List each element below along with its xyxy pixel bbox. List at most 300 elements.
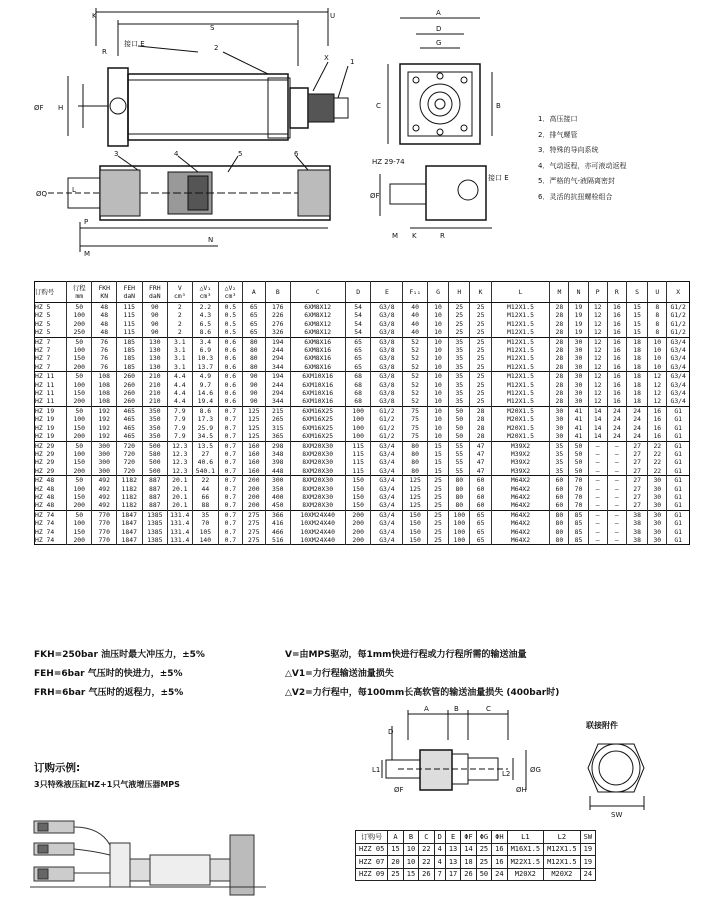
table-cell: HZ 48 bbox=[35, 476, 67, 485]
table-cell: 35 bbox=[449, 381, 470, 389]
column-header: L1 bbox=[507, 831, 544, 844]
table-cell: 18 bbox=[626, 381, 647, 389]
table-cell: 35 bbox=[550, 458, 569, 466]
table-row bbox=[35, 458, 690, 466]
table-cell: 16 bbox=[648, 432, 667, 441]
column-header: A bbox=[388, 831, 403, 844]
table-cell: 215 bbox=[266, 406, 290, 415]
table-cell: G1/2 bbox=[667, 328, 690, 337]
table-cell: G1 bbox=[667, 406, 690, 415]
table-cell: 3.4 bbox=[192, 337, 219, 346]
table-cell: 6XM8X12 bbox=[290, 311, 345, 319]
table-cell: 200 bbox=[66, 501, 92, 510]
table-cell: 192 bbox=[92, 406, 116, 415]
table-cell: G1/2 bbox=[371, 432, 403, 441]
table-cell: 294 bbox=[266, 354, 290, 362]
table-cell: 20.1 bbox=[168, 501, 192, 510]
table-cell: 0.7 bbox=[219, 528, 242, 536]
column-header: S bbox=[626, 282, 647, 303]
table-row bbox=[35, 372, 690, 381]
table-cell: 30 bbox=[569, 363, 588, 372]
column-header: SW bbox=[580, 831, 595, 844]
table-cell: M64X2 bbox=[491, 519, 550, 527]
table-cell: G1 bbox=[667, 432, 690, 441]
table-cell: 35 bbox=[550, 467, 569, 476]
table-cell: 30 bbox=[648, 493, 667, 501]
table-cell: 7.9 bbox=[168, 424, 192, 432]
table-cell: 35 bbox=[449, 346, 470, 354]
table-cell: 24 bbox=[626, 424, 647, 432]
table-cell: 40 bbox=[403, 328, 427, 337]
table-cell: 1847 bbox=[116, 510, 142, 519]
table-cell: 350 bbox=[142, 432, 168, 441]
table-cell: 3.1 bbox=[168, 346, 192, 354]
table-cell: HZ 11 bbox=[35, 397, 55, 406]
table-cell: 131.4 bbox=[168, 528, 192, 536]
table-cell: 0.7 bbox=[219, 406, 242, 415]
table-cell: 24 bbox=[607, 415, 626, 423]
table-cell: 12 bbox=[588, 346, 607, 354]
table-cell: 12 bbox=[588, 303, 607, 312]
table-cell: 48 bbox=[92, 328, 116, 337]
table-cell: 150 bbox=[66, 424, 92, 432]
table-cell: 70 bbox=[569, 485, 588, 493]
table-cell: 28 bbox=[550, 354, 569, 362]
table-cell: 450 bbox=[266, 501, 290, 510]
table-cell: 17 bbox=[445, 868, 460, 881]
table-cell: 300 bbox=[92, 450, 116, 458]
table-cell: 24 bbox=[607, 432, 626, 441]
table-cell: 54 bbox=[345, 311, 371, 319]
table-cell: 192 bbox=[92, 424, 116, 432]
table-cell: 35 bbox=[550, 441, 569, 450]
dim-s: S bbox=[210, 24, 215, 32]
table-cell: 14 bbox=[588, 424, 607, 432]
table-cell: 100 bbox=[66, 485, 92, 493]
table-cell: 10XM24X40 bbox=[290, 528, 345, 536]
p-label: P bbox=[84, 218, 89, 226]
table-cell: 76 bbox=[92, 337, 116, 346]
table-cell: 66 bbox=[192, 493, 219, 501]
table-cell: 0.7 bbox=[219, 415, 242, 423]
table-cell: 6XM10X16 bbox=[290, 381, 345, 389]
table-cell: 20.1 bbox=[168, 476, 192, 485]
table-cell: 14 bbox=[588, 432, 607, 441]
dim-u: U bbox=[330, 12, 336, 20]
table-cell: 41 bbox=[569, 415, 588, 423]
table-cell: 108 bbox=[92, 397, 116, 406]
table-cell: 16 bbox=[607, 346, 626, 354]
table-cell: 10 bbox=[427, 397, 448, 406]
table-cell: G1 bbox=[667, 458, 690, 466]
table-cell: 50 bbox=[66, 476, 92, 485]
column-header: FRH daN bbox=[142, 282, 168, 303]
table-cell: G3/4 bbox=[371, 441, 403, 450]
table-cell: 16 bbox=[607, 303, 626, 312]
fitting-drawing bbox=[368, 700, 668, 820]
table-cell: 16 bbox=[492, 843, 507, 856]
table-cell: 200 bbox=[66, 363, 92, 372]
table-cell: M12X1.5 bbox=[491, 381, 550, 389]
table-cell: HZ 7 bbox=[35, 362, 51, 371]
table-cell: 6XM16X25 bbox=[290, 406, 345, 415]
table-cell: 130 bbox=[142, 346, 168, 354]
table-cell: 0.6 bbox=[219, 354, 242, 362]
table-cell: 0.7 bbox=[219, 519, 242, 527]
table-cell: 55 bbox=[449, 441, 470, 450]
table-cell: 40 bbox=[403, 311, 427, 319]
table-cell: 6XM10X16 bbox=[290, 397, 345, 406]
table-cell: 13 bbox=[445, 856, 460, 869]
table-cell: M20X2 bbox=[544, 868, 581, 881]
table-cell: 0.7 bbox=[219, 458, 242, 466]
dim-k: K bbox=[92, 12, 97, 20]
table-cell: 68 bbox=[345, 397, 371, 406]
table-cell: 6XM8X16 bbox=[290, 337, 345, 346]
table-cell: 105 bbox=[192, 528, 219, 536]
table-cell: 130 bbox=[142, 354, 168, 362]
table-cell: 1385 bbox=[142, 528, 168, 536]
table-cell: 15 bbox=[626, 303, 647, 312]
table-cell: 80 bbox=[242, 354, 265, 362]
table-cell: 0.7 bbox=[219, 476, 242, 485]
table-cell: 14 bbox=[461, 843, 476, 856]
table-cell: 326 bbox=[266, 328, 290, 337]
table-cell: 25 bbox=[470, 354, 491, 362]
table-cell: 27 bbox=[626, 501, 647, 510]
note-fkh: FKH=250bar 油压时最大冲压力，±5% bbox=[34, 650, 205, 660]
table-cell: 131.4 bbox=[168, 536, 192, 545]
table-cell: 50 bbox=[449, 415, 470, 423]
table-cell: 52 bbox=[403, 372, 427, 381]
column-header: N bbox=[569, 282, 588, 303]
table-cell: 125 bbox=[403, 493, 427, 501]
column-header: D bbox=[345, 282, 371, 303]
table-cell: 125 bbox=[403, 476, 427, 485]
table-cell: 115 bbox=[116, 311, 142, 319]
table-cell: 30 bbox=[569, 389, 588, 397]
table-cell: M20X2 bbox=[507, 868, 544, 881]
column-header: M bbox=[550, 282, 569, 303]
table-cell: M12X1.5 bbox=[491, 363, 550, 372]
table-cell: 70 bbox=[569, 501, 588, 510]
table-cell: 0.7 bbox=[219, 450, 242, 458]
table-cell: 19 bbox=[569, 311, 588, 319]
fit-l2: L2 bbox=[502, 770, 511, 778]
table-cell: 25 bbox=[476, 856, 491, 869]
table-cell: 8XM20X30 bbox=[290, 476, 345, 485]
table-row bbox=[356, 843, 596, 856]
table-cell: 65 bbox=[345, 346, 371, 354]
table-cell: 8XM20X30 bbox=[290, 501, 345, 510]
table-cell: 25 bbox=[427, 528, 448, 536]
table-cell: 80 bbox=[403, 458, 427, 466]
fitting-caption: 联接附件 bbox=[586, 721, 618, 730]
table-cell: 500 bbox=[142, 441, 168, 450]
table-cell: 19 bbox=[569, 303, 588, 312]
table-cell: 244 bbox=[266, 346, 290, 354]
table-cell: HZ 5 bbox=[35, 319, 51, 328]
table-cell: — bbox=[607, 510, 626, 519]
table-cell: 80 bbox=[550, 510, 569, 519]
table-cell: G3/8 bbox=[371, 303, 403, 312]
table-cell: M12X1.5 bbox=[491, 354, 550, 362]
table-cell: 30 bbox=[550, 406, 569, 415]
table-cell: 10 bbox=[427, 415, 448, 423]
column-header: L bbox=[491, 282, 550, 303]
table-cell: 30 bbox=[569, 337, 588, 346]
table-cell: 22 bbox=[648, 467, 667, 476]
table-cell: 24 bbox=[607, 424, 626, 432]
table-cell: 35 bbox=[192, 510, 219, 519]
table-cell: 100 bbox=[449, 536, 470, 545]
table-cell: M20X1.5 bbox=[491, 432, 550, 441]
table-cell: 10.3 bbox=[192, 354, 219, 362]
table-cell: 130 bbox=[142, 337, 168, 346]
table-cell: 55 bbox=[449, 450, 470, 458]
fit-d: D bbox=[388, 728, 394, 736]
table-cell: 150 bbox=[66, 354, 92, 362]
table-cell: HZ 29 bbox=[35, 449, 55, 458]
table-cell: 48 bbox=[92, 320, 116, 328]
table-cell: HZ 7 bbox=[35, 346, 51, 355]
table-cell: 275 bbox=[242, 510, 265, 519]
table-cell: 12 bbox=[588, 328, 607, 337]
table-cell: 65 bbox=[470, 510, 491, 519]
table-cell: 13 bbox=[445, 843, 460, 856]
table-cell: 8XM20X30 bbox=[290, 493, 345, 501]
table-cell: G3/4 bbox=[667, 363, 690, 372]
table-cell: 12.3 bbox=[168, 450, 192, 458]
feature-item: 6．灵活的抗扭螺栓组合 bbox=[538, 192, 613, 201]
table-cell: 65 bbox=[470, 536, 491, 545]
table-row bbox=[35, 528, 690, 536]
table-cell: 50 bbox=[569, 467, 588, 476]
table-cell: 500 bbox=[142, 458, 168, 466]
table-cell: 12 bbox=[648, 372, 667, 381]
phi-q-label: ØQ bbox=[36, 190, 48, 198]
table-cell: HZ 5 bbox=[35, 328, 51, 337]
table-cell: 12 bbox=[648, 389, 667, 397]
table-cell: G3/4 bbox=[371, 485, 403, 493]
fit-a: A bbox=[424, 705, 429, 713]
table-cell: 100 bbox=[345, 424, 371, 432]
table-cell: 30 bbox=[569, 372, 588, 381]
table-cell: 1385 bbox=[142, 510, 168, 519]
table-cell: 60 bbox=[550, 501, 569, 510]
table-cell: 130 bbox=[142, 363, 168, 372]
table-cell: M20X1.5 bbox=[491, 406, 550, 415]
table-cell: 10 bbox=[427, 328, 448, 337]
table-cell: 35 bbox=[449, 389, 470, 397]
table-cell: G3/8 bbox=[371, 363, 403, 372]
table-cell: 35 bbox=[449, 372, 470, 381]
table-cell: 70 bbox=[569, 476, 588, 485]
table-cell: G1 bbox=[667, 485, 690, 493]
table-cell: 76 bbox=[92, 346, 116, 354]
notes-left bbox=[34, 646, 205, 703]
table-row bbox=[35, 381, 690, 389]
table-cell: 10 bbox=[427, 389, 448, 397]
table-cell: 28 bbox=[550, 389, 569, 397]
table-cell: G3/8 bbox=[371, 320, 403, 328]
note-frh: FRH=6bar 气压时的返程力，±5% bbox=[34, 688, 184, 698]
table-cell: 27 bbox=[626, 441, 647, 450]
table-cell: 10 bbox=[427, 424, 448, 432]
table-cell: 28 bbox=[550, 320, 569, 328]
table-cell: HZ 74 bbox=[35, 519, 55, 528]
table-cell: 52 bbox=[403, 381, 427, 389]
table-cell: G1 bbox=[667, 528, 690, 536]
leader-2: 2 bbox=[214, 44, 219, 52]
table-cell: 50 bbox=[66, 441, 92, 450]
table-cell: 16 bbox=[607, 320, 626, 328]
table-cell: 75 bbox=[403, 406, 427, 415]
table-cell: 100 bbox=[449, 510, 470, 519]
table-cell: 7.9 bbox=[168, 432, 192, 441]
table-cell: 52 bbox=[403, 337, 427, 346]
table-cell: M64X2 bbox=[491, 501, 550, 510]
table-cell: 350 bbox=[142, 415, 168, 423]
table-cell: G1 bbox=[667, 501, 690, 510]
table-cell: 100 bbox=[66, 415, 92, 423]
table-cell: 12 bbox=[588, 320, 607, 328]
table-cell: 25 bbox=[427, 510, 448, 519]
table-cell: 75 bbox=[403, 424, 427, 432]
table-cell: 1182 bbox=[116, 501, 142, 510]
table-cell: 47 bbox=[470, 467, 491, 476]
table-cell: — bbox=[588, 485, 607, 493]
table-cell: M12X1.5 bbox=[491, 303, 550, 312]
table-cell: 0.7 bbox=[219, 424, 242, 432]
table-cell: 35 bbox=[449, 337, 470, 346]
table-cell: 8XM20X30 bbox=[290, 441, 345, 450]
table-cell: 0.6 bbox=[219, 372, 242, 381]
table-cell: M12X1.5 bbox=[544, 856, 581, 869]
table-cell: 12.3 bbox=[168, 441, 192, 450]
table-cell: 200 bbox=[66, 432, 92, 441]
table-cell: 720 bbox=[116, 450, 142, 458]
table-cell: 200 bbox=[242, 485, 265, 493]
table-cell: G3/4 bbox=[667, 354, 690, 362]
column-header: X bbox=[667, 282, 690, 303]
table-cell: 27 bbox=[626, 485, 647, 493]
table-cell: 300 bbox=[266, 476, 290, 485]
leader-1: 1 bbox=[350, 58, 355, 66]
table-cell: 125 bbox=[242, 406, 265, 415]
table-cell: 68 bbox=[345, 381, 371, 389]
table-cell: 65 bbox=[345, 337, 371, 346]
table-cell: 12 bbox=[588, 389, 607, 397]
system-illustration bbox=[30, 815, 270, 899]
table-cell: 770 bbox=[92, 510, 116, 519]
table-row bbox=[35, 303, 690, 312]
table-cell: 65 bbox=[470, 528, 491, 536]
table-cell: G3/4 bbox=[371, 510, 403, 519]
table-cell: 18 bbox=[626, 354, 647, 362]
table-cell: 25 bbox=[427, 476, 448, 485]
table-cell: 27 bbox=[626, 467, 647, 476]
table-cell: 300 bbox=[92, 467, 116, 476]
mk-r-label: R bbox=[440, 232, 445, 240]
column-header: U bbox=[648, 282, 667, 303]
table-cell: 25 bbox=[470, 372, 491, 381]
table-cell: 28 bbox=[550, 311, 569, 319]
table-cell: 8XM20X30 bbox=[290, 467, 345, 476]
fit-b: B bbox=[454, 705, 459, 713]
table-cell: 8.6 bbox=[192, 406, 219, 415]
table-cell: G3/8 bbox=[371, 372, 403, 381]
table-cell: 0.5 bbox=[219, 311, 242, 319]
table-cell: M64X2 bbox=[491, 485, 550, 493]
table-cell: HZ 11 bbox=[35, 372, 67, 381]
table-cell: 244 bbox=[266, 381, 290, 389]
table-cell: — bbox=[588, 528, 607, 536]
table-cell: 70 bbox=[192, 519, 219, 527]
table-cell: 28 bbox=[470, 424, 491, 432]
table-cell: M20X1.5 bbox=[491, 415, 550, 423]
table-cell: 7 bbox=[434, 868, 445, 881]
table-cell: 10 bbox=[427, 354, 448, 362]
table-cell: 35 bbox=[449, 397, 470, 406]
column-header: P bbox=[588, 282, 607, 303]
table-cell: 85 bbox=[569, 536, 588, 545]
table-cell: G3/4 bbox=[371, 528, 403, 536]
table-cell: 1182 bbox=[116, 493, 142, 501]
table-cell: 88 bbox=[192, 501, 219, 510]
table-cell: 50 bbox=[569, 458, 588, 466]
table-row bbox=[35, 320, 690, 328]
table-cell: 125 bbox=[242, 432, 265, 441]
phi-f-label: ØF bbox=[34, 104, 44, 112]
table-cell: 30 bbox=[648, 510, 667, 519]
table-cell: 0.7 bbox=[219, 441, 242, 450]
column-header: FKH KN bbox=[92, 282, 116, 303]
table-cell: — bbox=[588, 467, 607, 476]
table-cell: HZ 48 bbox=[35, 492, 55, 501]
table-cell: M64X2 bbox=[491, 493, 550, 501]
column-header: FEH daN bbox=[116, 282, 142, 303]
table-cell: 65 bbox=[242, 311, 265, 319]
table-cell: 0.7 bbox=[219, 493, 242, 501]
table-cell: 4.9 bbox=[192, 372, 219, 381]
table-row bbox=[35, 363, 690, 372]
table-cell: 12 bbox=[588, 311, 607, 319]
table-cell: 17.3 bbox=[192, 415, 219, 423]
table-cell: 41 bbox=[569, 406, 588, 415]
table-cell: 76 bbox=[92, 363, 116, 372]
table-cell: 10 bbox=[427, 320, 448, 328]
table-cell: 0.5 bbox=[219, 320, 242, 328]
table-cell: 2 bbox=[168, 303, 192, 312]
table-cell: 260 bbox=[116, 397, 142, 406]
table-cell: 10 bbox=[648, 363, 667, 372]
table-cell: 416 bbox=[266, 519, 290, 527]
table-cell: G1/2 bbox=[667, 303, 690, 312]
table-cell: 887 bbox=[142, 485, 168, 493]
table-cell: 115 bbox=[116, 303, 142, 312]
table-cell: 14 bbox=[588, 406, 607, 415]
table-cell: 500 bbox=[142, 467, 168, 476]
table-cell: 25 bbox=[470, 363, 491, 372]
feature-item: 4．气动返程，亦可液动返程 bbox=[538, 161, 627, 170]
table-cell: M22X1.5 bbox=[507, 856, 544, 869]
table-cell: — bbox=[588, 493, 607, 501]
table-cell: — bbox=[588, 510, 607, 519]
table-cell: 150 bbox=[403, 536, 427, 545]
table-cell: 6.5 bbox=[192, 320, 219, 328]
table-cell: 25 bbox=[470, 320, 491, 328]
